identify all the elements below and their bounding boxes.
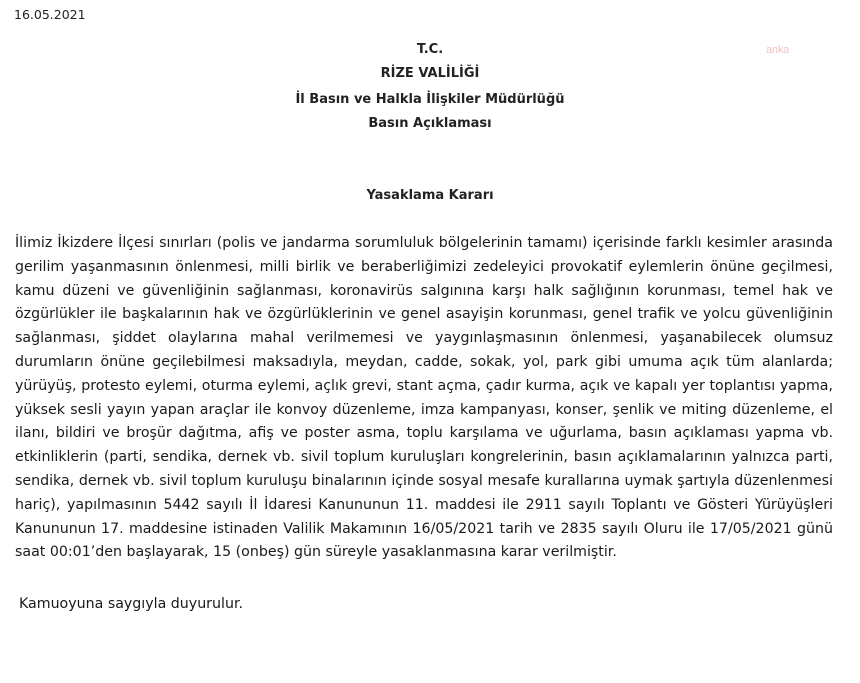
header-directorate: İl Basın ve Halkla İlişkiler Müdürlüğü	[295, 92, 565, 107]
header-governorship: RİZE VALİLİĞİ	[380, 66, 480, 81]
header-republic: T.C.	[416, 42, 444, 57]
decision-body: İlimiz İkizdere İlçesi sınırları (polis ve jandarma sorumluluk bölgelerinin tamamı) içerisinde farklı kesimler arasında gerilim yaşanmasının önlenmesi, milli birlik ve beraberliğimizi zedeleyici provokatif eylemlerin önüne geçilmesi, kamu düzeni ve güvenliğinin sağlanması, koronavirüs salgınına karşı halk sağlığının korunması, temel hak ve özgürlükler ile başkalarının hak ve özgürlüklerinin ve genel asayişin korunması, genel trafik ve yolcu güvenliğinin sağlanması, şiddet olaylarına mahal verilmemesi ve yaygınlaşmasının önlenmesi, yaşanabilecek olumsuz durumların önüne geçilebilmesi maksadıyla, meydan, cadde, sokak, yol, park gibi umuma açık tüm alanlarda; yürüyüş, protesto eylemi, oturma eylemi, açlık grevi, stant açma, çadır kurma, açık ve kapalı yer toplantısı yapma, yüksek sesli yayın yapan araçlar ile konvoy düzenleme, imza kampanyası, konser, şenlik ve miting düzenleme, el ilanı, bildiri ve broşür dağıtma, afiş ve poster asma, toplu karşılama ve uğurlama, basın açıklaması yapma vb. etkinliklerin (parti, sendika, dernek vb. sivil toplum kuruluşları kongrelerinin, basın açıklamalarının yalnızca parti, sendika, dernek vb. sivil toplum kuruluşu binalarının içinde sosyal mesafe kurallarına uymak şartıyla düzenlenmesi hariç), yapılmasının 5442 sayılı İl İdaresi Kanununun 11. maddesi ile 2911 sayılı Toplantı ve Gösteri Yürüyüşleri Kanununun 17. maddesine istinaden Valilik Makamının 16/05/2021 tarih ve 2835 sayılı Oluru ile 17/05/2021 günü saat 00:01’den başlayarak, 15 (onbeş) gün süreyle yasaklanmasına karar verilmiştir.	[15, 235, 833, 561]
decision-title: Yasaklama Kararı	[366, 188, 494, 203]
agency-watermark: anka	[766, 44, 790, 56]
document-date: 16.05.2021	[14, 7, 86, 22]
closing-line: Kamuoyuna saygıyla duyurulur.	[19, 596, 243, 612]
header-press-release: Basın Açıklaması	[368, 116, 492, 131]
